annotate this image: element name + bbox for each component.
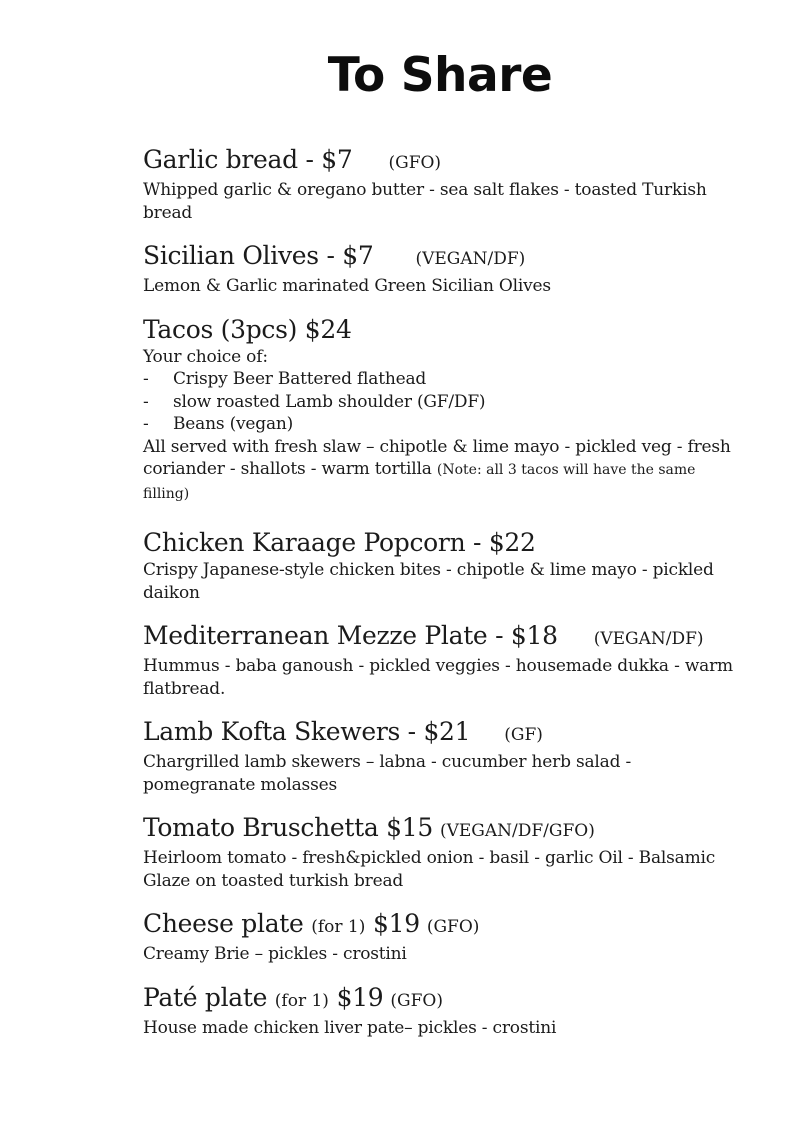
dash-bullet: -: [143, 414, 149, 434]
dietary-tag: (GFO): [388, 153, 442, 173]
item-description: Heirloom tomato - fresh&pickled onion - basil - garlic Oil - Balsamic Glaze on toasted turkish bread: [143, 848, 716, 891]
dietary-tag: (GFO): [390, 990, 443, 1011]
item-heading: [143, 527, 743, 559]
page-title: To Share: [327, 48, 553, 103]
item-description: Chargrilled lamb skewers – labna - cucumber herb salad - pomegranate molasses: [143, 752, 632, 795]
dietary-tag: (GF): [504, 725, 543, 745]
taco-choices: [143, 368, 743, 436]
list-item: [143, 413, 743, 436]
menu-list: [143, 144, 743, 1039]
item-heading: [143, 716, 743, 751]
dash-bullet: -: [143, 369, 149, 389]
item-name: Garlic bread - $7: [143, 145, 353, 174]
item-name: Mediterranean Mezze Plate - $18: [143, 621, 558, 650]
item-description: Creamy Brie – pickles - crostini: [143, 944, 407, 964]
item-heading: [143, 144, 743, 179]
menu-item-pate-plate: [143, 982, 743, 1040]
item-name: Cheese plate: [143, 909, 304, 938]
portion-size: (for 1): [311, 917, 366, 937]
menu-item-mezze-plate: [143, 620, 743, 700]
item-name: Lamb Kofta Skewers - $21: [143, 717, 471, 746]
item-heading: [143, 982, 743, 1017]
choice-text: Beans (vegan): [173, 414, 294, 434]
item-description: Lemon & Garlic marinated Green Sicilian Olives: [143, 276, 551, 296]
item-heading: [143, 812, 743, 847]
menu-item-sicilian-olives: [143, 240, 743, 298]
choice-text: Crispy Beer Battered flathead: [173, 369, 427, 389]
menu-item-tomato-bruschetta: [143, 812, 743, 892]
dietary-tag: (VEGAN/DF): [415, 249, 526, 269]
item-intro: Your choice of:: [143, 346, 268, 367]
item-price: $19: [373, 909, 420, 938]
item-heading: [143, 314, 743, 346]
item-name: Tacos (3pcs) $24: [143, 314, 352, 344]
list-item: [143, 391, 743, 414]
dietary-tag: (GFO): [426, 917, 480, 937]
item-note: (Note: all 3 tacos will have the same filling): [143, 462, 696, 502]
dietary-tag: (VEGAN/DF): [593, 629, 704, 649]
menu-item-chicken-karaage: [143, 527, 743, 604]
item-description: Hummus - baba ganoush - pickled veggies - housemade dukka - warm flatbread.: [143, 656, 733, 699]
item-description: [143, 436, 743, 506]
item-description: Crispy Japanese-style chicken bites - chipotle & lime mayo - pickled daikon: [143, 560, 714, 603]
dietary-tag: (VEGAN/DF/GFO): [439, 821, 595, 841]
choice-text: slow roasted Lamb shoulder (GF/DF): [173, 391, 486, 412]
item-heading: [143, 620, 743, 655]
item-description: Whipped garlic & oregano butter - sea salt flakes - toasted Turkish bread: [143, 180, 707, 223]
item-price: $19: [336, 982, 384, 1012]
item-name: Paté plate: [143, 982, 268, 1012]
menu-item-garlic-bread: [143, 144, 743, 224]
menu-item-lamb-kofta: [143, 716, 743, 796]
menu-item-tacos: [143, 314, 743, 506]
dash-bullet: -: [143, 391, 149, 412]
item-name: Sicilian Olives - $7: [143, 241, 374, 270]
list-item: [143, 368, 743, 391]
portion-size: (for 1): [274, 990, 329, 1011]
item-name: Tomato Bruschetta $15: [143, 813, 433, 842]
item-heading: [143, 908, 743, 943]
item-description: House made chicken liver pate– pickles - crostini: [143, 1017, 557, 1038]
description-text: All served with fresh slaw – chipotle & lime mayo - pickled veg - fresh coriander - shallots - warm tortilla: [143, 436, 731, 479]
menu-item-cheese-plate: [143, 908, 743, 966]
item-name: Chicken Karaage Popcorn - $22: [143, 528, 536, 557]
item-heading: [143, 240, 743, 275]
